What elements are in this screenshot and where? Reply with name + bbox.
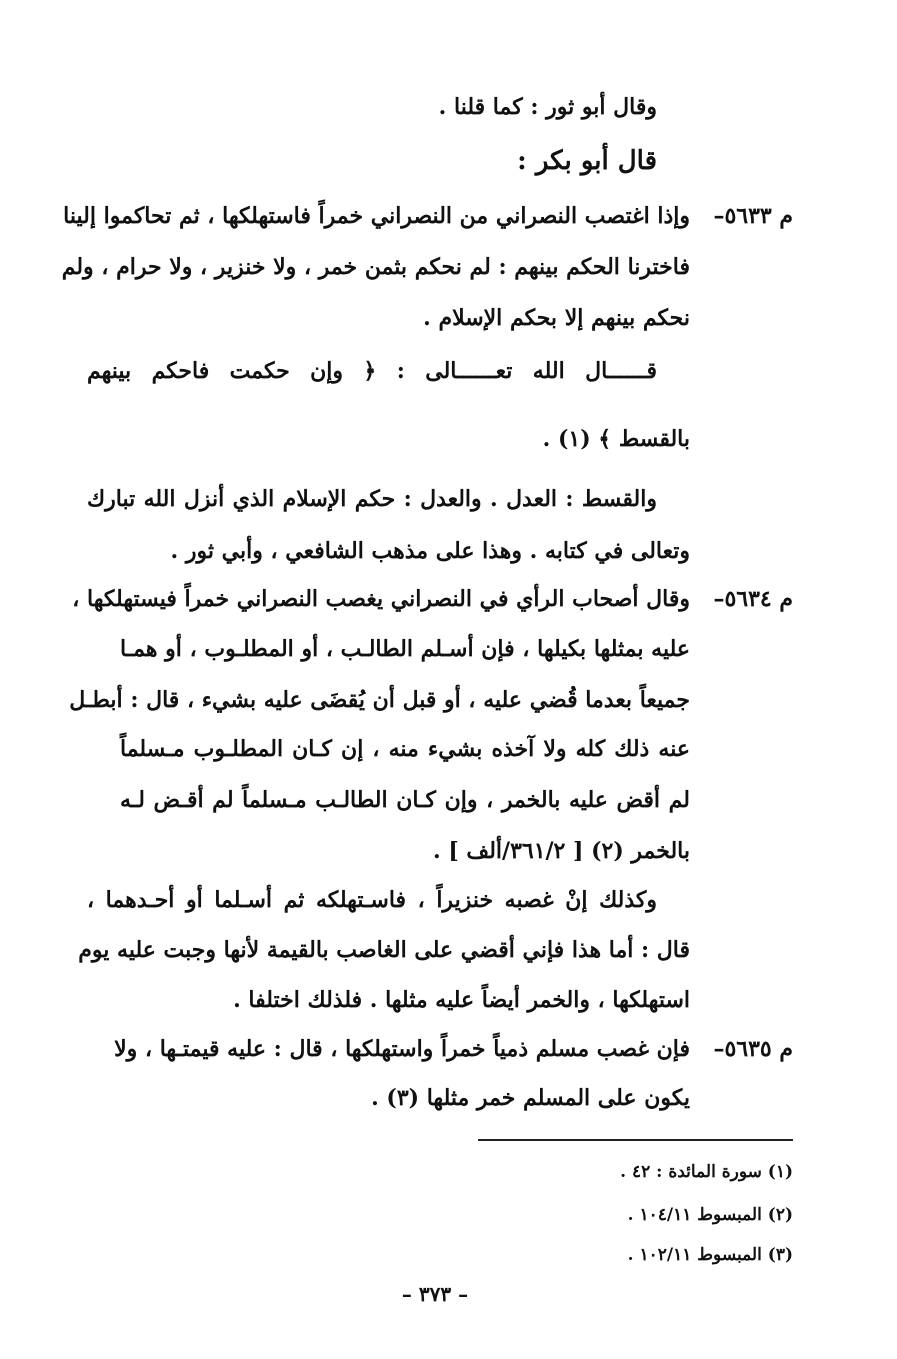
text-line: قال : أما هذا فإني أقضي على الغاصب بالقيمة لأنها وجبت عليه يوم [78,937,690,963]
footnote: (٣) المبسوط ١٠٢/١١ . [627,1245,793,1265]
footnote: (١) سورة المائدة : ٤٢ . [620,1162,793,1182]
text-line: والقسط : العدل . والعدل : حكم الإسلام الذي أنزل الله تبارك [87,486,657,512]
text-line: وتعالى في كتابه . وهذا على مذهب الشافعي ، وأبي ثور . [170,538,690,564]
quran-quote-line: قــــــال الله تعــــــالى : ﴿ وإن حكمت فاحكم بينهم [87,358,657,384]
text-line: وإذا اغتصب النصراني من النصراني خمراً فاستهلكها ، ثم تحاكموا إلينا [63,203,690,229]
entry-number: م ٥٦٣٤– [713,586,793,612]
text-line: عليه بمثلها بكيلها ، فإن أسـلم الطالـب ، أو المطلـوب ، أو همـا [120,636,690,662]
entry-number: م ٥٦٣٥– [713,1036,793,1062]
text-line: فاخترنا الحكم بينهم : لم نحكم بثمن خمر ، ولا خنزير ، ولا حرام ، ولم [61,254,690,280]
text-line: وقال أصحاب الرأي في النصراني يغصب النصراني خمراً فيستهلكها ، [72,586,690,612]
text-line: فإن غصب مسلم ذمياً خمراً واستهلكها ، قال : عليه قيمتـها ، ولا [114,1036,690,1062]
section-heading: قال أبو بكر : [517,146,657,176]
text-line: لم أقض عليه بالخمر ، وإن كـان الطالـب مـسلماً لم أقـض لـه [120,787,690,813]
text-line: بالخمر (٢) [ ٣٦١/٢/ألف ] . [433,838,690,864]
footnote-divider [478,1139,793,1141]
text-line: نحكم بينهم إلا بحكم الإسلام . [423,305,690,331]
text-line: عنه ذلك كله ولا آخذه بشيء منه ، إن كـان المطلـوب مـسلماً [120,736,690,762]
text-line: وقال أبو ثور : كما قلنا . [438,94,657,120]
page-number: – ٣٧٣ – [401,1282,469,1306]
quran-quote-line: بالقسط ﴾ (١) . [542,426,690,452]
entry-number: م ٥٦٣٣– [713,203,793,229]
text-line: يكون على المسلم خمر مثلها (٣) . [371,1085,690,1111]
footnote: (٢) المبسوط ١٠٤/١١ . [627,1205,793,1225]
text-line: استهلكها ، والخمر أيضاً عليه مثلها . فلذلك اختلفا . [233,987,690,1013]
text-line: جميعاً بعدما قُضي عليه ، أو قبل أن يُقضَى عليه بشيء ، قال : أبطـل [69,687,690,713]
text-line: وكذلك إنْ غصبه خنزيراً ، فاسـتهلكه ثم أسـلما أو أحـدهما ، [87,887,657,913]
